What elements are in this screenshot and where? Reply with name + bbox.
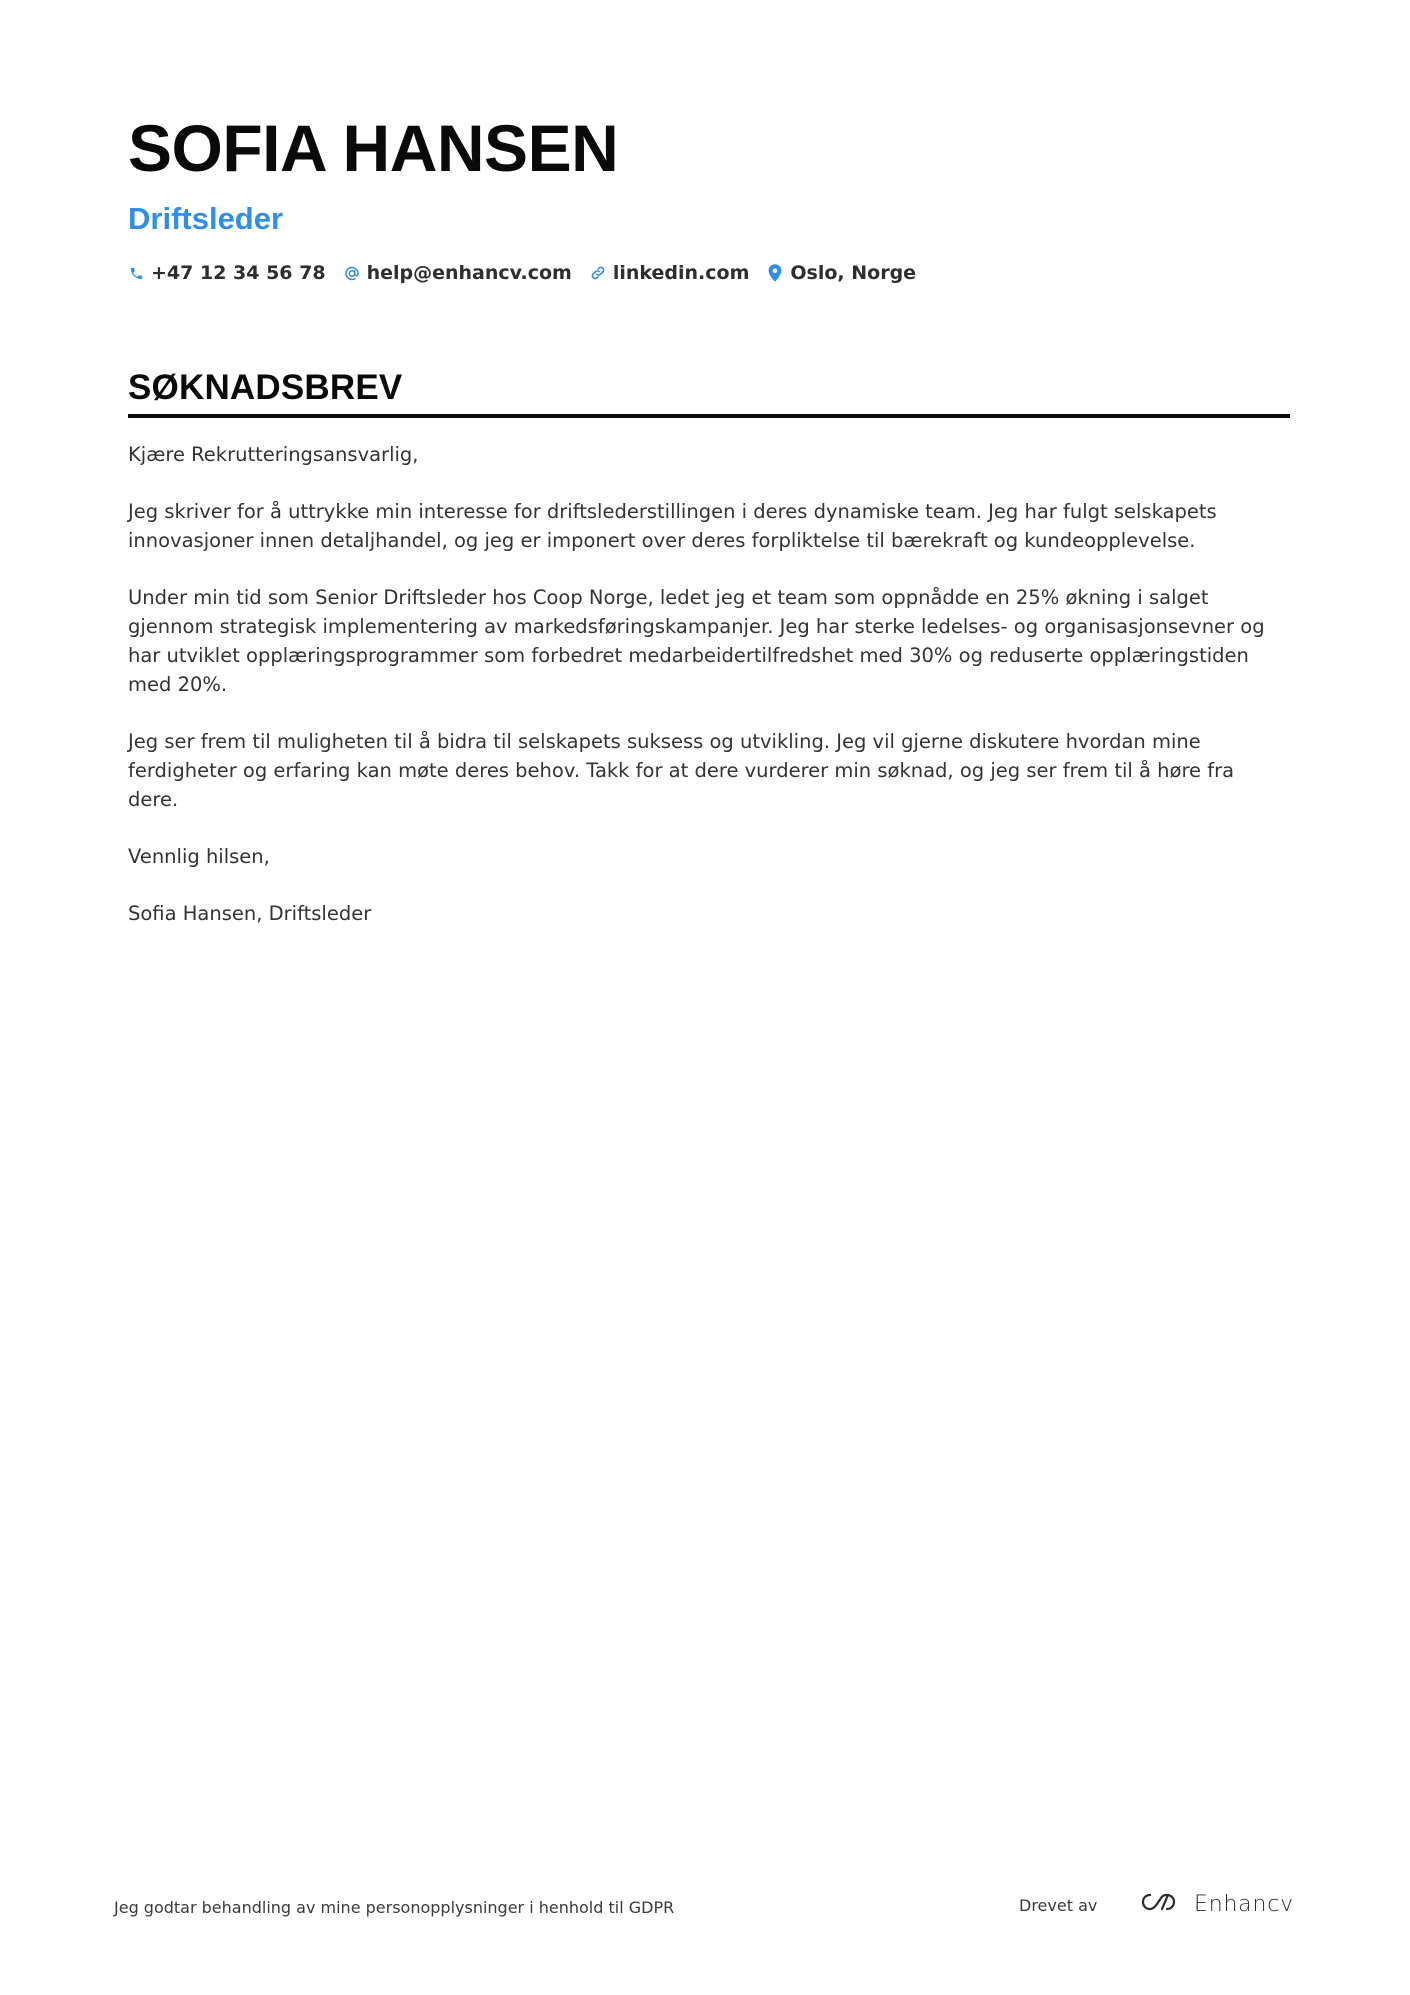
enhancv-wordmark: Enhancv (1194, 1891, 1294, 1917)
enhancv-brand[interactable] (1138, 1890, 1294, 1918)
at-icon (344, 264, 360, 282)
enhancv-logo-icon (1138, 1890, 1184, 1918)
section-divider (128, 414, 1290, 418)
email-address[interactable]: help@enhancv.com (366, 262, 572, 284)
phone-icon (128, 264, 144, 282)
contact-linkedin[interactable] (590, 262, 750, 284)
letter-paragraph-3: Jeg ser frem til muligheten til å bidra til selskapets suksess og utvikling. Jeg vil gjerne diskutere hvordan mine ferdigheter og erfaring kan møte deres behov. Takk for at dere vurderer min søknad, og jeg ser frem til å høre fra dere. (128, 730, 1235, 811)
contact-bar (128, 262, 1290, 284)
applicant-role: Driftsleder (128, 201, 284, 236)
contact-phone (128, 262, 326, 284)
letter-salutation: Kjære Rekrutteringsansvarlig, (128, 443, 419, 466)
letter-signature: Sofia Hansen, Driftsleder (128, 902, 372, 925)
location-pin-icon (767, 264, 783, 282)
applicant-name: SOFIA HANSEN (128, 111, 619, 185)
linkedin-link[interactable]: linkedin.com (612, 262, 750, 284)
letter-paragraph-2: Under min tid som Senior Driftsleder hos Coop Norge, ledet jeg et team som oppnådde en 25% økning i salget gjennom strategisk implementering av markedsføringskampanjer. Jeg har sterke ledelses- og organisasjonsevner og har utviklet opplæringsprogrammer som forbedret medarbeidertilfredshet med 30% og reduserte opplæringstiden med 20%. (128, 586, 1265, 696)
footer (114, 1890, 1294, 1930)
cover-letter-section (128, 368, 1290, 956)
phone-number: +47 12 34 56 78 (151, 262, 326, 284)
section-title: SØKNADSBREV (128, 368, 403, 407)
powered-by-label: Drevet av (1019, 1896, 1098, 1915)
link-icon (590, 264, 606, 282)
header (128, 112, 1290, 284)
letter-closing: Vennlig hilsen, (128, 845, 270, 868)
letter-body (128, 440, 1290, 928)
contact-location (767, 262, 916, 284)
letter-paragraph-1: Jeg skriver for å uttrykke min interesse for driftslederstillingen i deres dynamiske team. Jeg har fulgt selskapets innovasjoner innen detaljhandel, og jeg er imponert over deres forpliktelse til bærekraft og kundeopplevelse. (128, 500, 1217, 552)
gdpr-consent-text: Jeg godtar behandling av mine personopplysninger i henhold til GDPR (114, 1898, 675, 1917)
location-text: Oslo, Norge (790, 262, 917, 284)
contact-email[interactable] (344, 262, 572, 284)
